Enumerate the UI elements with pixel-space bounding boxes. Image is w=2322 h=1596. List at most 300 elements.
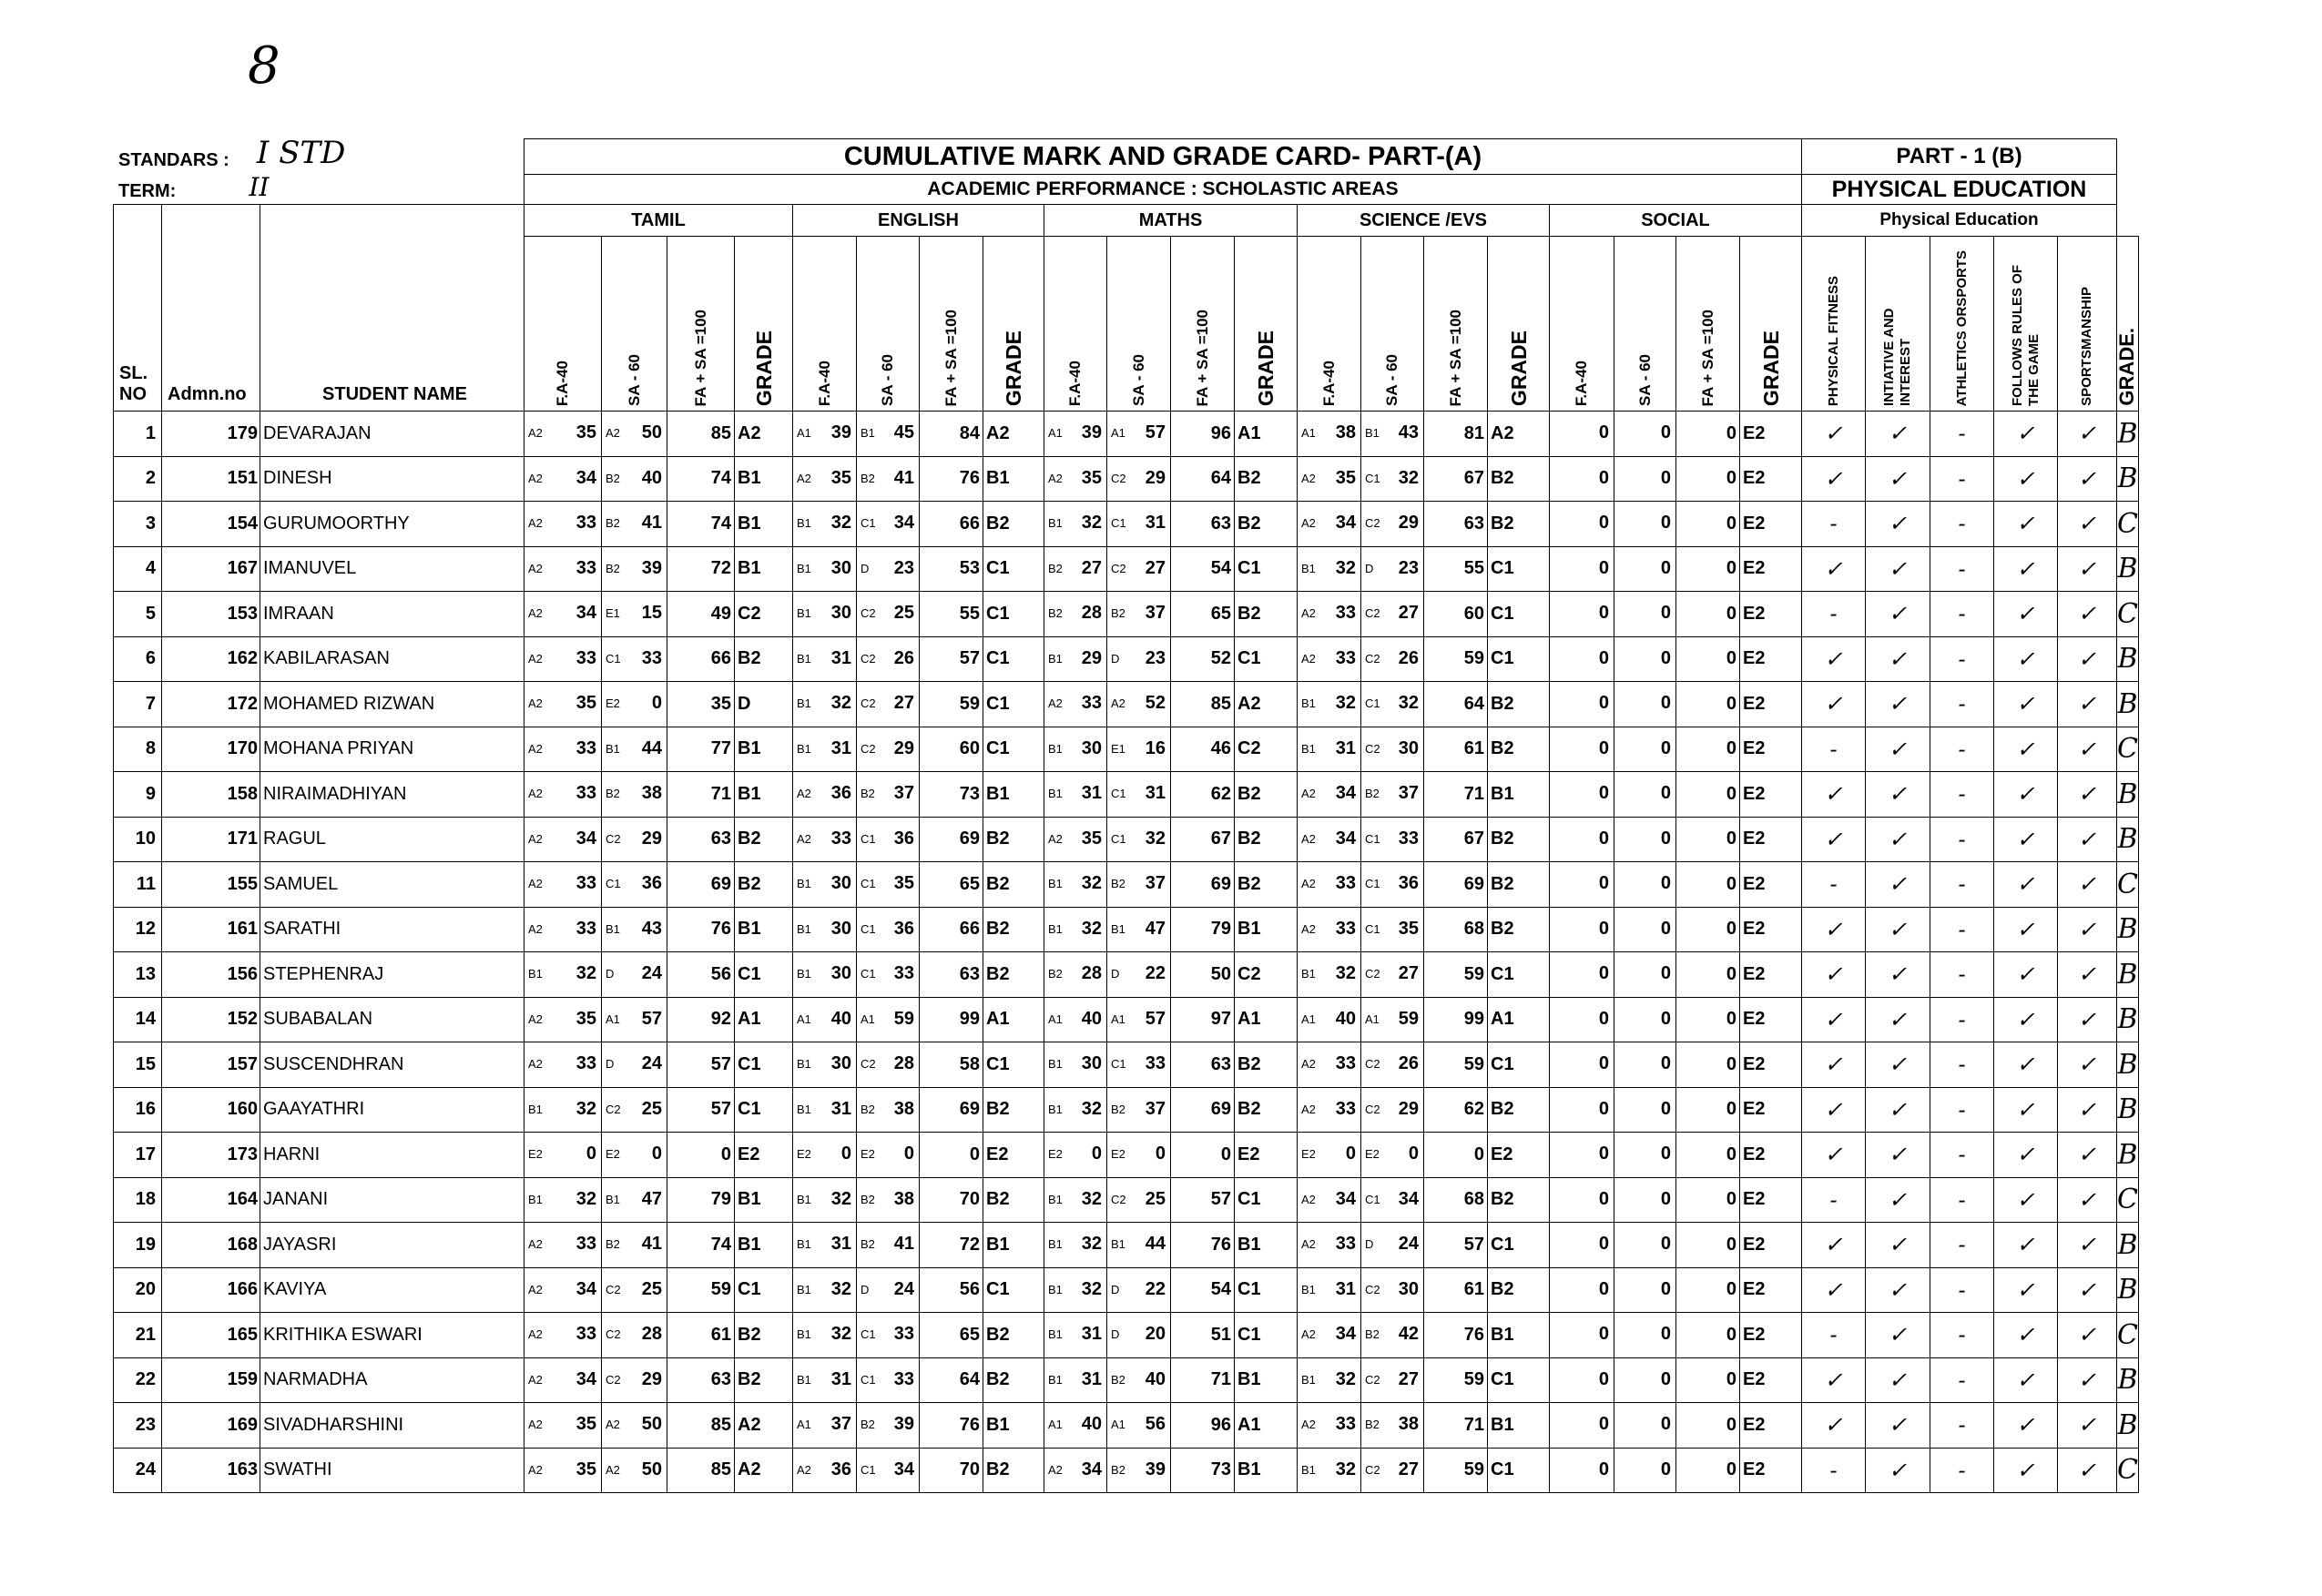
tamil-total: 74 [667, 1223, 735, 1268]
social-total: 0 [1676, 772, 1740, 818]
tamil-fa-cell [524, 1267, 602, 1313]
fa-mark: 36 [830, 783, 851, 803]
maths-grade: B1 [1235, 1357, 1298, 1403]
fa-mark: 30 [1081, 1053, 1102, 1073]
sa-mark: 0 [1660, 918, 1671, 939]
fa-grade: A2 [797, 1462, 811, 1477]
social-fa-cell [1550, 456, 1614, 502]
sa-grade: B2 [861, 1102, 875, 1116]
student-name: GAAYATHRI [260, 1087, 524, 1133]
sa-mark: 33 [893, 1324, 914, 1344]
social-total: 0 [1676, 1223, 1740, 1268]
tamil-total: 63 [667, 1357, 735, 1403]
science-sa-cell [1361, 1177, 1424, 1223]
sa-mark: 59 [1398, 1008, 1419, 1029]
pe-grade: C [2117, 1177, 2139, 1223]
fa-grade: B1 [1048, 1237, 1063, 1251]
sa-grade: E2 [861, 1147, 875, 1161]
sa-mark: 37 [1145, 1098, 1166, 1119]
pe-mark: ✓ [2058, 502, 2117, 547]
column-label: SA - 60 [1635, 353, 1654, 406]
part-b-title: PART - 1 (B) [1802, 139, 2117, 175]
science-sa-cell [1361, 1313, 1424, 1358]
english-total: 58 [920, 1042, 983, 1088]
pe-grade: B [2117, 772, 2139, 818]
pe-mark: ✓ [1994, 817, 2058, 862]
student-row [114, 682, 2139, 727]
tamil-sa-cell [602, 1448, 667, 1493]
pe-grade: B [2117, 1042, 2139, 1088]
fa-grade: B1 [797, 1057, 811, 1071]
social-grade: E2 [1740, 412, 1802, 457]
fa-grade: A2 [1301, 1327, 1316, 1341]
science-sa-cell [1361, 862, 1424, 908]
fa-grade: A2 [1301, 787, 1316, 800]
pe-mark: ✓ [1866, 1223, 1930, 1268]
column-label: GRADE [1254, 330, 1278, 406]
fa-mark: 33 [1335, 647, 1356, 668]
student-name: GURUMOORTHY [260, 502, 524, 547]
social-sa-cell [1614, 412, 1676, 457]
pe-mark: - [1930, 682, 1994, 727]
tamil-grade: A1 [735, 997, 793, 1042]
fa-grade: A2 [1301, 1057, 1316, 1071]
tamil-grade: D [735, 682, 793, 727]
english-fa-cell [793, 1267, 857, 1313]
sl-no: 18 [114, 1177, 162, 1223]
sa-grade: C1 [1365, 921, 1380, 936]
fa-mark: 40 [1081, 1008, 1102, 1029]
maths-grade: C1 [1235, 636, 1298, 682]
social-sa-cell [1614, 952, 1676, 998]
sa-mark: 0 [1660, 1459, 1671, 1479]
term-label: TERM: [118, 181, 177, 201]
maths-total: 57 [1171, 1177, 1235, 1223]
sa-mark: 34 [893, 1459, 914, 1479]
pe-mark: ✓ [1866, 817, 1930, 862]
sl-no: 9 [114, 772, 162, 818]
pe-mark: ✓ [2058, 456, 2117, 502]
sa-mark: 29 [641, 828, 662, 849]
tamil-sa-cell [602, 817, 667, 862]
maths-total: 67 [1171, 817, 1235, 862]
pe-mark: ✓ [1802, 1133, 1866, 1178]
pe-mark: ✓ [2058, 907, 2117, 952]
sa-mark: 27 [1398, 603, 1419, 623]
sa-mark: 24 [641, 963, 662, 983]
pe-mark: ✓ [1866, 952, 1930, 998]
pe-mark: ✓ [1994, 1267, 2058, 1313]
maths-total: 50 [1171, 952, 1235, 998]
sa-mark: 23 [893, 557, 914, 578]
sl-no: 16 [114, 1087, 162, 1133]
social-sa-cell [1614, 727, 1676, 772]
pe-mark: - [1930, 636, 1994, 682]
english-grade: C1 [983, 682, 1044, 727]
sa-mark: 27 [1398, 1368, 1419, 1389]
science-sa-cell [1361, 1042, 1424, 1088]
pe-mark: ✓ [2058, 952, 2117, 998]
maths-sa-cell [1107, 907, 1171, 952]
fa-grade: A2 [1301, 1192, 1316, 1206]
student-row [114, 456, 2139, 502]
sa-mark: 30 [1398, 1278, 1419, 1299]
fa-mark: 33 [1335, 1053, 1356, 1073]
pe-mark: ✓ [1994, 456, 2058, 502]
english-fa-cell [793, 1357, 857, 1403]
pe-grade: B [2117, 456, 2139, 502]
pe-grade: B [2117, 682, 2139, 727]
fa-grade: A2 [797, 831, 811, 846]
fa-grade: B1 [797, 606, 811, 620]
maths-sa-cell [1107, 1177, 1171, 1223]
sa-mark: 30 [1398, 737, 1419, 758]
fa-grade: E2 [528, 1147, 543, 1161]
sa-mark: 24 [893, 1278, 914, 1299]
maths-fa-cell [1044, 1223, 1107, 1268]
tamil-grade: B1 [735, 907, 793, 952]
science-sa-cell [1361, 502, 1424, 547]
subject-english: ENGLISH [793, 205, 1044, 237]
tamil-fa-cell [524, 1133, 602, 1178]
fa-grade: B1 [797, 651, 811, 666]
english-sa-cell [857, 502, 920, 547]
fa-mark: 33 [1335, 918, 1356, 939]
sa-mark: 52 [1145, 693, 1166, 713]
sa-mark: 43 [1398, 422, 1419, 442]
tamil-sa-cell [602, 772, 667, 818]
tamil-sa-cell [602, 1267, 667, 1313]
sa-mark: 59 [893, 1008, 914, 1029]
sa-grade: C2 [1365, 651, 1380, 666]
science-sa-cell [1361, 636, 1424, 682]
english-grade: B2 [983, 1177, 1044, 1223]
pe-mark: ✓ [1866, 862, 1930, 908]
fa-mark: 34 [1335, 1188, 1356, 1209]
fa-mark: 33 [1335, 1234, 1356, 1254]
sa-mark: 0 [1660, 1053, 1671, 1073]
fa-grade: A2 [1301, 877, 1316, 890]
pe-mark: ✓ [1802, 1357, 1866, 1403]
student-name: SUSCENDHRAN [260, 1042, 524, 1088]
english-sa-cell [857, 412, 920, 457]
social-fa-cell [1550, 1313, 1614, 1358]
column-label: GRADE [751, 330, 776, 406]
pe-grade: C [2117, 727, 2139, 772]
pe-grade: C [2117, 1313, 2139, 1358]
sa-grade: C1 [861, 831, 876, 846]
fa-mark: 34 [575, 1278, 596, 1299]
admission-no: 153 [162, 592, 260, 637]
maths-sa-cell [1107, 1223, 1171, 1268]
social-total: 0 [1676, 1133, 1740, 1178]
pe-mark: ✓ [1994, 1133, 2058, 1178]
science-fa-cell [1298, 1177, 1361, 1223]
pe-mark: ✓ [1994, 1042, 2058, 1088]
fa-grade: E2 [797, 1147, 811, 1161]
student-name: RAGUL [260, 817, 524, 862]
sl-no: 7 [114, 682, 162, 727]
student-name: KRITHIKA ESWARI [260, 1313, 524, 1358]
science-total: 62 [1424, 1087, 1488, 1133]
fa-grade: B1 [1048, 1327, 1063, 1341]
tamil-total: 74 [667, 502, 735, 547]
social-grade: E2 [1740, 1087, 1802, 1133]
fa-grade: B1 [1048, 516, 1063, 530]
pe-mark: ✓ [2058, 1313, 2117, 1358]
fa-mark: 31 [1081, 783, 1102, 803]
maths-total: 0 [1171, 1133, 1235, 1178]
sa-grade: B2 [1111, 1102, 1125, 1116]
sa-mark: 31 [1145, 513, 1166, 533]
student-row [114, 862, 2139, 908]
fa-grade: A2 [528, 831, 543, 846]
tamil-fa-cell [524, 682, 602, 727]
english-grade: B2 [983, 817, 1044, 862]
maths-sa-cell [1107, 1313, 1171, 1358]
pe-mark: - [1930, 502, 1994, 547]
maths-grade: A2 [1235, 682, 1298, 727]
pe-mark: ✓ [1866, 1042, 1930, 1088]
student-row [114, 1087, 2139, 1133]
sa-grade: E2 [606, 1147, 620, 1161]
science-total: 68 [1424, 907, 1488, 952]
maths-sa-cell [1107, 952, 1171, 998]
pe-mark: ✓ [1866, 1133, 1930, 1178]
science-fa-cell [1298, 952, 1361, 998]
science-sa-cell [1361, 772, 1424, 818]
english-sa-cell [857, 1313, 920, 1358]
pe-grade: B [2117, 636, 2139, 682]
tamil-grade: B2 [735, 1313, 793, 1358]
fa-mark: 38 [1335, 422, 1356, 442]
social-total: 0 [1676, 1313, 1740, 1358]
maths-fa-cell [1044, 1267, 1107, 1313]
english-total: 66 [920, 907, 983, 952]
sa-mark: 0 [1408, 1144, 1419, 1164]
science-total: 64 [1424, 682, 1488, 727]
sa-grade: C2 [606, 1102, 621, 1116]
pe-mark: ✓ [1866, 546, 1930, 592]
tamil-sa-cell [602, 1357, 667, 1403]
maths-total: 71 [1171, 1357, 1235, 1403]
science-fa-header [1298, 237, 1361, 412]
tamil-fa-cell [524, 817, 602, 862]
science-total: 59 [1424, 1357, 1488, 1403]
science-fa-cell [1298, 907, 1361, 952]
tamil-fa-cell [524, 1177, 602, 1223]
sa-grade: D [606, 1057, 615, 1071]
fa-grade: B1 [1301, 561, 1316, 575]
sa-mark: 23 [1145, 647, 1166, 668]
science-grade: C1 [1488, 636, 1550, 682]
fa-mark: 32 [830, 693, 851, 713]
sa-grade: C2 [861, 741, 876, 756]
tamil-sa-cell [602, 546, 667, 592]
sa-grade: B2 [1365, 1418, 1380, 1431]
sa-mark: 36 [641, 873, 662, 893]
pe-mark: - [1930, 1313, 1994, 1358]
student-name: NIRAIMADHIYAN [260, 772, 524, 818]
english-total: 73 [920, 772, 983, 818]
fa-mark: 35 [1081, 467, 1102, 488]
science-sa-cell [1361, 1133, 1424, 1178]
sa-mark: 26 [1398, 647, 1419, 668]
science-grade: C1 [1488, 1357, 1550, 1403]
pe-group-header: Physical Education [1802, 205, 2117, 237]
fa-mark: 33 [575, 1234, 596, 1254]
social-total: 0 [1676, 907, 1740, 952]
english-total: 60 [920, 727, 983, 772]
sa-grade: C1 [1111, 787, 1126, 800]
science-fa-cell [1298, 1448, 1361, 1493]
english-sa-cell [857, 546, 920, 592]
tamil-grade: B1 [735, 772, 793, 818]
fa-mark: 34 [1335, 1324, 1356, 1344]
student-row [114, 952, 2139, 998]
social-grade: E2 [1740, 546, 1802, 592]
english-fa-cell [793, 1448, 857, 1493]
admission-no: 155 [162, 862, 260, 908]
fa-grade: A1 [1301, 1011, 1316, 1026]
social-fa-cell [1550, 1448, 1614, 1493]
sa-grade: C1 [1365, 831, 1380, 846]
sa-mark: 0 [1660, 693, 1671, 713]
maths-sa-cell [1107, 1357, 1171, 1403]
tamil-sa-cell [602, 1177, 667, 1223]
pe-column-label: INTIATIVE AND INTEREST [1881, 308, 1913, 406]
science-total: 68 [1424, 1177, 1488, 1223]
sa-grade: D [1365, 1237, 1374, 1251]
sa-mark: 0 [1660, 1234, 1671, 1254]
sa-mark: 44 [1145, 1234, 1166, 1254]
social-fa-cell [1550, 1267, 1614, 1313]
sa-grade: E1 [606, 606, 620, 620]
pe-mark: ✓ [2058, 817, 2117, 862]
tamil-sa-cell [602, 997, 667, 1042]
social-sa-cell [1614, 907, 1676, 952]
english-fa-cell [793, 772, 857, 818]
fa-grade: A1 [1048, 426, 1063, 440]
sa-grade: E2 [606, 696, 620, 710]
sa-grade: A2 [1111, 696, 1125, 710]
sl-no: 4 [114, 546, 162, 592]
maths-total: 63 [1171, 502, 1235, 547]
science-sa-cell [1361, 682, 1424, 727]
fa-mark: 32 [830, 513, 851, 533]
admission-no: 165 [162, 1313, 260, 1358]
fa-grade: A2 [528, 651, 543, 666]
fa-mark: 31 [830, 1368, 851, 1389]
english-grade: B2 [983, 1357, 1044, 1403]
social-sa-cell [1614, 1042, 1676, 1088]
admission-no: 156 [162, 952, 260, 998]
science-sa-cell [1361, 727, 1424, 772]
fa-mark: 0 [1598, 603, 1609, 623]
column-label: SA - 60 [1383, 353, 1400, 406]
maths-grade: A1 [1235, 412, 1298, 457]
student-row [114, 1177, 2139, 1223]
english-total-header [920, 237, 983, 412]
pe-mark: - [1802, 862, 1866, 908]
pe-mark: ✓ [1802, 997, 1866, 1042]
fa-mark: 30 [830, 1053, 851, 1073]
science-grade: B2 [1488, 682, 1550, 727]
sa-mark: 0 [903, 1144, 914, 1164]
social-sa-cell [1614, 1223, 1676, 1268]
pe-mark: ✓ [1994, 1313, 2058, 1358]
fa-grade: A2 [528, 1057, 543, 1071]
science-sa-cell [1361, 456, 1424, 502]
fa-mark: 33 [575, 1053, 596, 1073]
english-sa-cell [857, 1087, 920, 1133]
pe-grade: B [2117, 1133, 2139, 1178]
pe-mark: ✓ [1994, 1223, 2058, 1268]
fa-grade: A2 [528, 606, 543, 620]
maths-sa-cell [1107, 862, 1171, 908]
sl-no: 21 [114, 1313, 162, 1358]
column-label: GRADE [1758, 330, 1783, 406]
maths-sa-header [1107, 237, 1171, 412]
sa-mark: 47 [641, 1188, 662, 1209]
fa-grade: A2 [1301, 921, 1316, 936]
pe-mark: ✓ [1866, 636, 1930, 682]
pe-grade: B [2117, 1223, 2139, 1268]
pe-grade: B [2117, 952, 2139, 998]
sl-no: 14 [114, 997, 162, 1042]
fa-mark: 33 [575, 647, 596, 668]
science-fa-cell [1298, 1042, 1361, 1088]
social-sa-cell [1614, 1357, 1676, 1403]
maths-sa-cell [1107, 502, 1171, 547]
tamil-total: 59 [667, 1267, 735, 1313]
social-grade: E2 [1740, 1223, 1802, 1268]
english-grade: B2 [983, 952, 1044, 998]
student-row [114, 636, 2139, 682]
pe-mark: ✓ [1994, 862, 2058, 908]
sa-grade: B2 [1111, 1462, 1125, 1477]
pe-mark: - [1930, 907, 1994, 952]
student-name: JAYASRI [260, 1223, 524, 1268]
science-grade: A1 [1488, 997, 1550, 1042]
english-grade: B1 [983, 772, 1044, 818]
maths-fa-cell [1044, 1313, 1107, 1358]
tamil-total: 76 [667, 907, 735, 952]
pe-mark: ✓ [1994, 546, 2058, 592]
fa-mark: 30 [830, 873, 851, 893]
sa-mark: 50 [641, 1414, 662, 1434]
pe-mark: - [1802, 1313, 1866, 1358]
english-total: 76 [920, 456, 983, 502]
fa-mark: 35 [1335, 467, 1356, 488]
social-grade: E2 [1740, 772, 1802, 818]
english-sa-cell [857, 1357, 920, 1403]
maths-fa-cell [1044, 456, 1107, 502]
tamil-fa-cell [524, 456, 602, 502]
column-label: FA + SA =100 [1698, 309, 1716, 406]
english-fa-cell [793, 502, 857, 547]
sa-mark: 43 [641, 918, 662, 939]
science-total: 99 [1424, 997, 1488, 1042]
sa-mark: 0 [1660, 513, 1671, 533]
pe-mark: ✓ [2058, 1133, 2117, 1178]
sa-mark: 0 [1660, 737, 1671, 758]
pe-mark: - [1930, 952, 1994, 998]
sa-grade: D [1111, 1282, 1120, 1296]
column-label: F.A-40 [1319, 360, 1338, 406]
english-fa-header [793, 237, 857, 412]
social-fa-cell [1550, 412, 1614, 457]
